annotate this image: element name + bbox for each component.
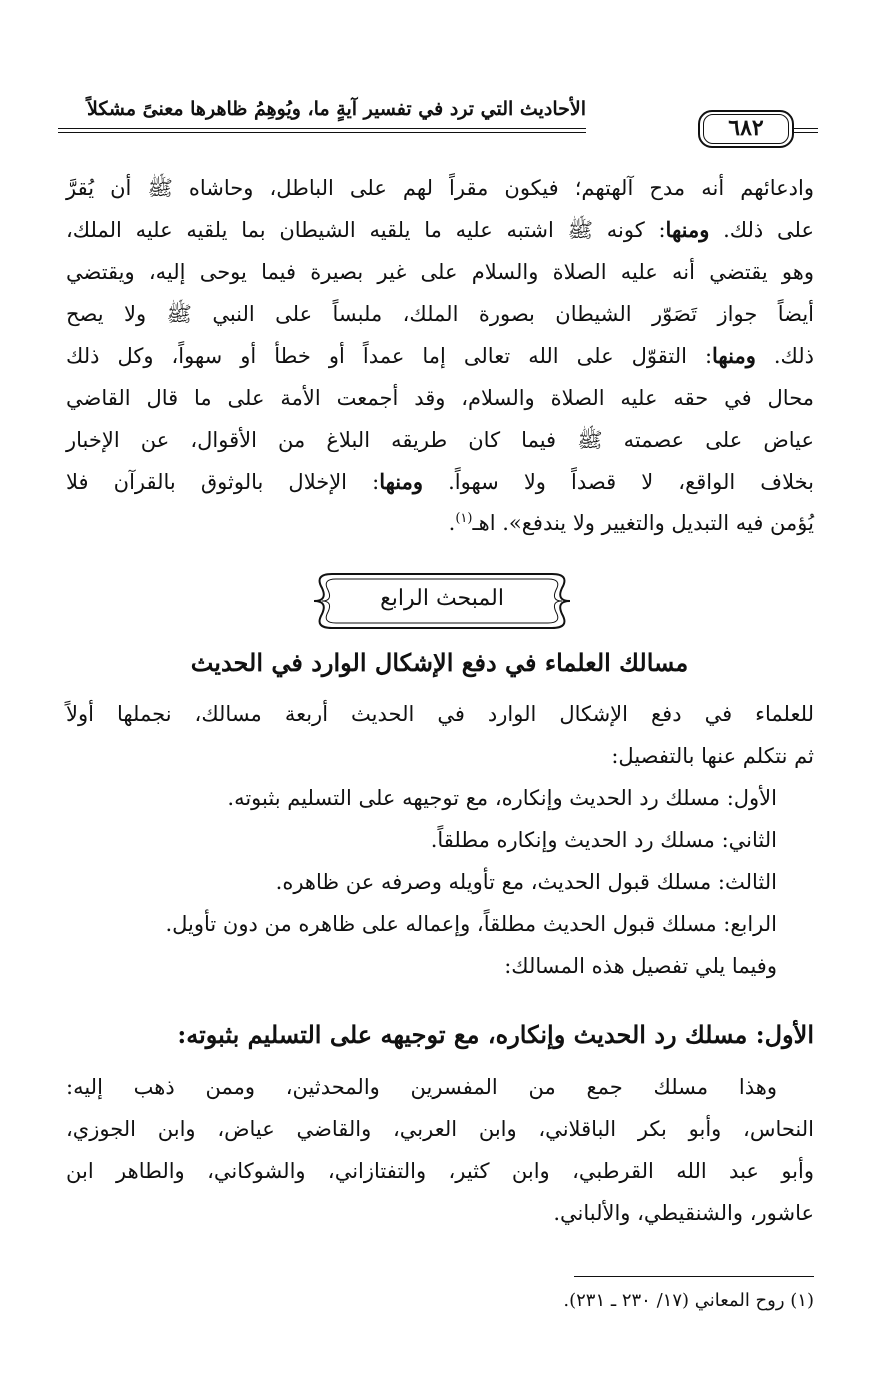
intro-line: للعلماء في دفع الإشكال الوارد في الحديث أربعة مسالك، نجملها أولاً	[66, 702, 814, 726]
path-item: الأول: مسلك رد الحديث وإنكاره، مع توجيهه على التسليم بثبوته.	[227, 786, 777, 810]
path-item: الثاني: مسلك رد الحديث وإنكاره مطلقاً.	[430, 828, 777, 852]
path-item: الثالث: مسلك قبول الحديث، مع تأويله وصرفه عن ظاهره.	[275, 870, 777, 894]
keyword: ومنها	[665, 217, 710, 242]
path-item: الرابع: مسلك قبول الحديث مطلقاً، وإعماله على ظاهره من دون تأويل.	[165, 912, 777, 936]
paragraph-2-line: وأبو عبد الله القرطبي، وابن كثير، والتفتازاني، والشوكاني، والطاهر ابن	[66, 1159, 814, 1183]
page-header	[58, 92, 818, 152]
paragraph-1-line: على ذلك. ومنها: كونه ﷺ اشتبه عليه ما يلقيه الشيطان بما يلقيه عليه الملك،	[66, 217, 814, 242]
header-rule	[794, 132, 818, 133]
intro-line: ثم نتكلم عنها بالتفصيل:	[611, 744, 814, 768]
section-label-frame	[308, 568, 576, 634]
paragraph-1-last-line: يُؤمن فيه التبديل والتغيير ولا يندفع». اهـ$^{(١)}$.	[448, 511, 814, 535]
paragraph-1-line: أيضاً جواز تَصَوّر الشيطان بصورة الملك، ملبساً على النبي ﷺ ولا يصح	[66, 302, 814, 326]
paragraph-1-line: عياض على عصمته ﷺ فيما كان طريقه البلاغ من الأقوال، عن الإخبار	[66, 428, 814, 452]
footnote-rule	[574, 1276, 814, 1277]
paragraph-1-line: وادعائهم أنه مدح آلهتهم؛ فيكون مقراً لهم على الباطل، وحاشاه ﷺ أن يُقرَّ	[66, 176, 814, 200]
section-title: مسالك العلماء في دفع الإشكال الوارد في الحديث	[190, 648, 689, 677]
section-label: المبحث الرابع	[380, 586, 504, 611]
paragraph-2-line: النحاس، وأبو بكر الباقلاني، وابن العربي، والقاضي عياض، وابن الجوزي،	[66, 1117, 814, 1141]
page-number-frame	[698, 110, 794, 148]
footnote: (١) روح المعاني (١٧/ ٢٣٠ ـ ٢٣١).	[563, 1290, 814, 1311]
path-item: وفيما يلي تفصيل هذه المسالك:	[504, 954, 777, 978]
paragraph-1-line: بخلاف الواقع، لا قصداً ولا سهواً. ومنها: الإخلال بالوثوق بالقرآن فلا	[66, 469, 814, 494]
header-rule	[58, 132, 586, 133]
paragraph-2-line: وهذا مسلك جمع من المفسرين والمحدثين، وممن ذهب إليه:	[66, 1075, 777, 1099]
subheading: الأول: مسلك رد الحديث وإنكاره، مع توجيهه على التسليم بثبوته:	[177, 1020, 814, 1049]
header-rule	[58, 128, 586, 129]
paragraph-2-line: عاشور، والشنقيطي، والألباني.	[553, 1201, 814, 1225]
paragraph-1-line: ذلك. ومنها: التقوّل على الله تعالى إما عمداً أو خطأ أو سهواً، وكل ذلك	[66, 343, 814, 368]
header-rule	[794, 128, 818, 129]
paragraph-1-line: محال في حقه عليه الصلاة والسلام، وقد أجمعت الأمة على ما قال القاضي	[66, 386, 814, 410]
page-number: ٦٨٢	[728, 115, 764, 141]
running-title: الأحاديث التي ترد في تفسير آيةٍ ما، ويُوهِمُ ظاهرها معنىً مشكلاً	[87, 98, 586, 120]
keyword: ومنها	[712, 343, 756, 368]
paragraph-1-line: وهو يقتضي أنه عليه الصلاة والسلام على غير بصيرة فيما يوحى إليه، ويقتضي	[66, 260, 814, 284]
keyword: ومنها	[379, 469, 423, 494]
footnote-reference: (١)	[455, 511, 473, 526]
